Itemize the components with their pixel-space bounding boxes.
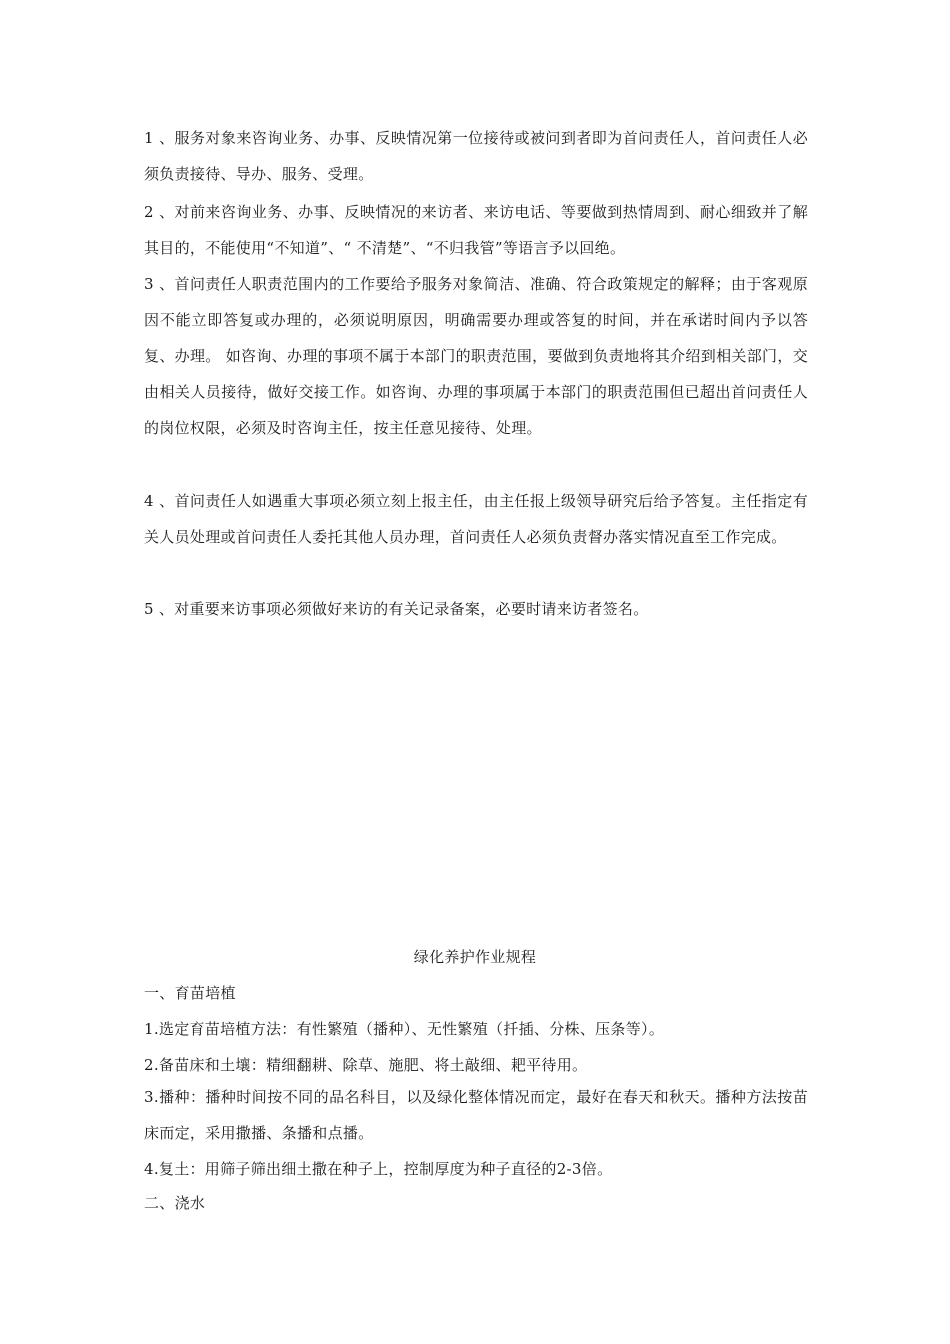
rule-paragraph-5: 5 、对重要来访事项必须做好来访的有关记录备案，必要时请来访者签名。 — [144, 600, 649, 618]
section-title: 绿化养护作业规程 — [413, 948, 537, 966]
rule-paragraph-4: 4 、首问责任人如遇重大事项必须立刻上报主任，由主任报上级领导研究后给予答复。主任指定有关人员处理或首问责任人委托其他人员办理，首问责任人必须负责督办落实情况直至工作完成。 — [144, 492, 808, 546]
section-heading-1: 一、育苗培植 — [144, 984, 236, 1002]
step-line-1: 1.选定育苗培植方法：有性繁殖（播种）、无性繁殖（扦插、分株、压条等）。 — [144, 1020, 665, 1038]
step-line-3: 3.播种：播种时间按不同的品名科目，以及绿化整体情况而定，最好在春天和秋天。播种方法按苗床而定，采用撒播、条播和点播。 — [144, 1088, 808, 1142]
rule-paragraph-2: 2 、对前来咨询业务、办事、反映情况的来访者、来访电话、等要做到热情周到、耐心细致并了解其目的，不能使用“不知道”、“ 不清楚”、“不归我管”等语言予以回绝。 — [144, 203, 808, 257]
rule-paragraph-1: 1 、服务对象来咨询业务、办事、反映情况第一位接待或被问到者即为首问责任人，首问责任人必须负责接待、导办、服务、受理。 — [144, 129, 808, 183]
section-heading-2: 二、浇水 — [144, 1194, 206, 1212]
rule-paragraph-3: 3 、首问责任人职责范围内的工作要给予服务对象简洁、准确、符合政策规定的解释；由于客观原因不能立即答复或办理的，必须说明原因，明确需要办理或答复的时间，并在承诺时间内予以答复、办理。 如咨询、办理的事项不属于本部门的职责范围，要做到负责地将其介绍到相关部门，交由相关人员接待，做好交接工作。如咨询、办理的事项属于本部门的职责范围但已超出首问责任人的岗位权限，必须及时咨询主任，按主任意见接待、处理。 — [144, 275, 808, 437]
step-line-2: 2.备苗床和土壤：精细翻耕、除草、施肥、将土敲细、耙平待用。 — [144, 1056, 588, 1074]
step-line-4: 4.复土：用筛子筛出细土撒在种子上，控制厚度为种子直径的2-3倍。 — [144, 1160, 613, 1178]
